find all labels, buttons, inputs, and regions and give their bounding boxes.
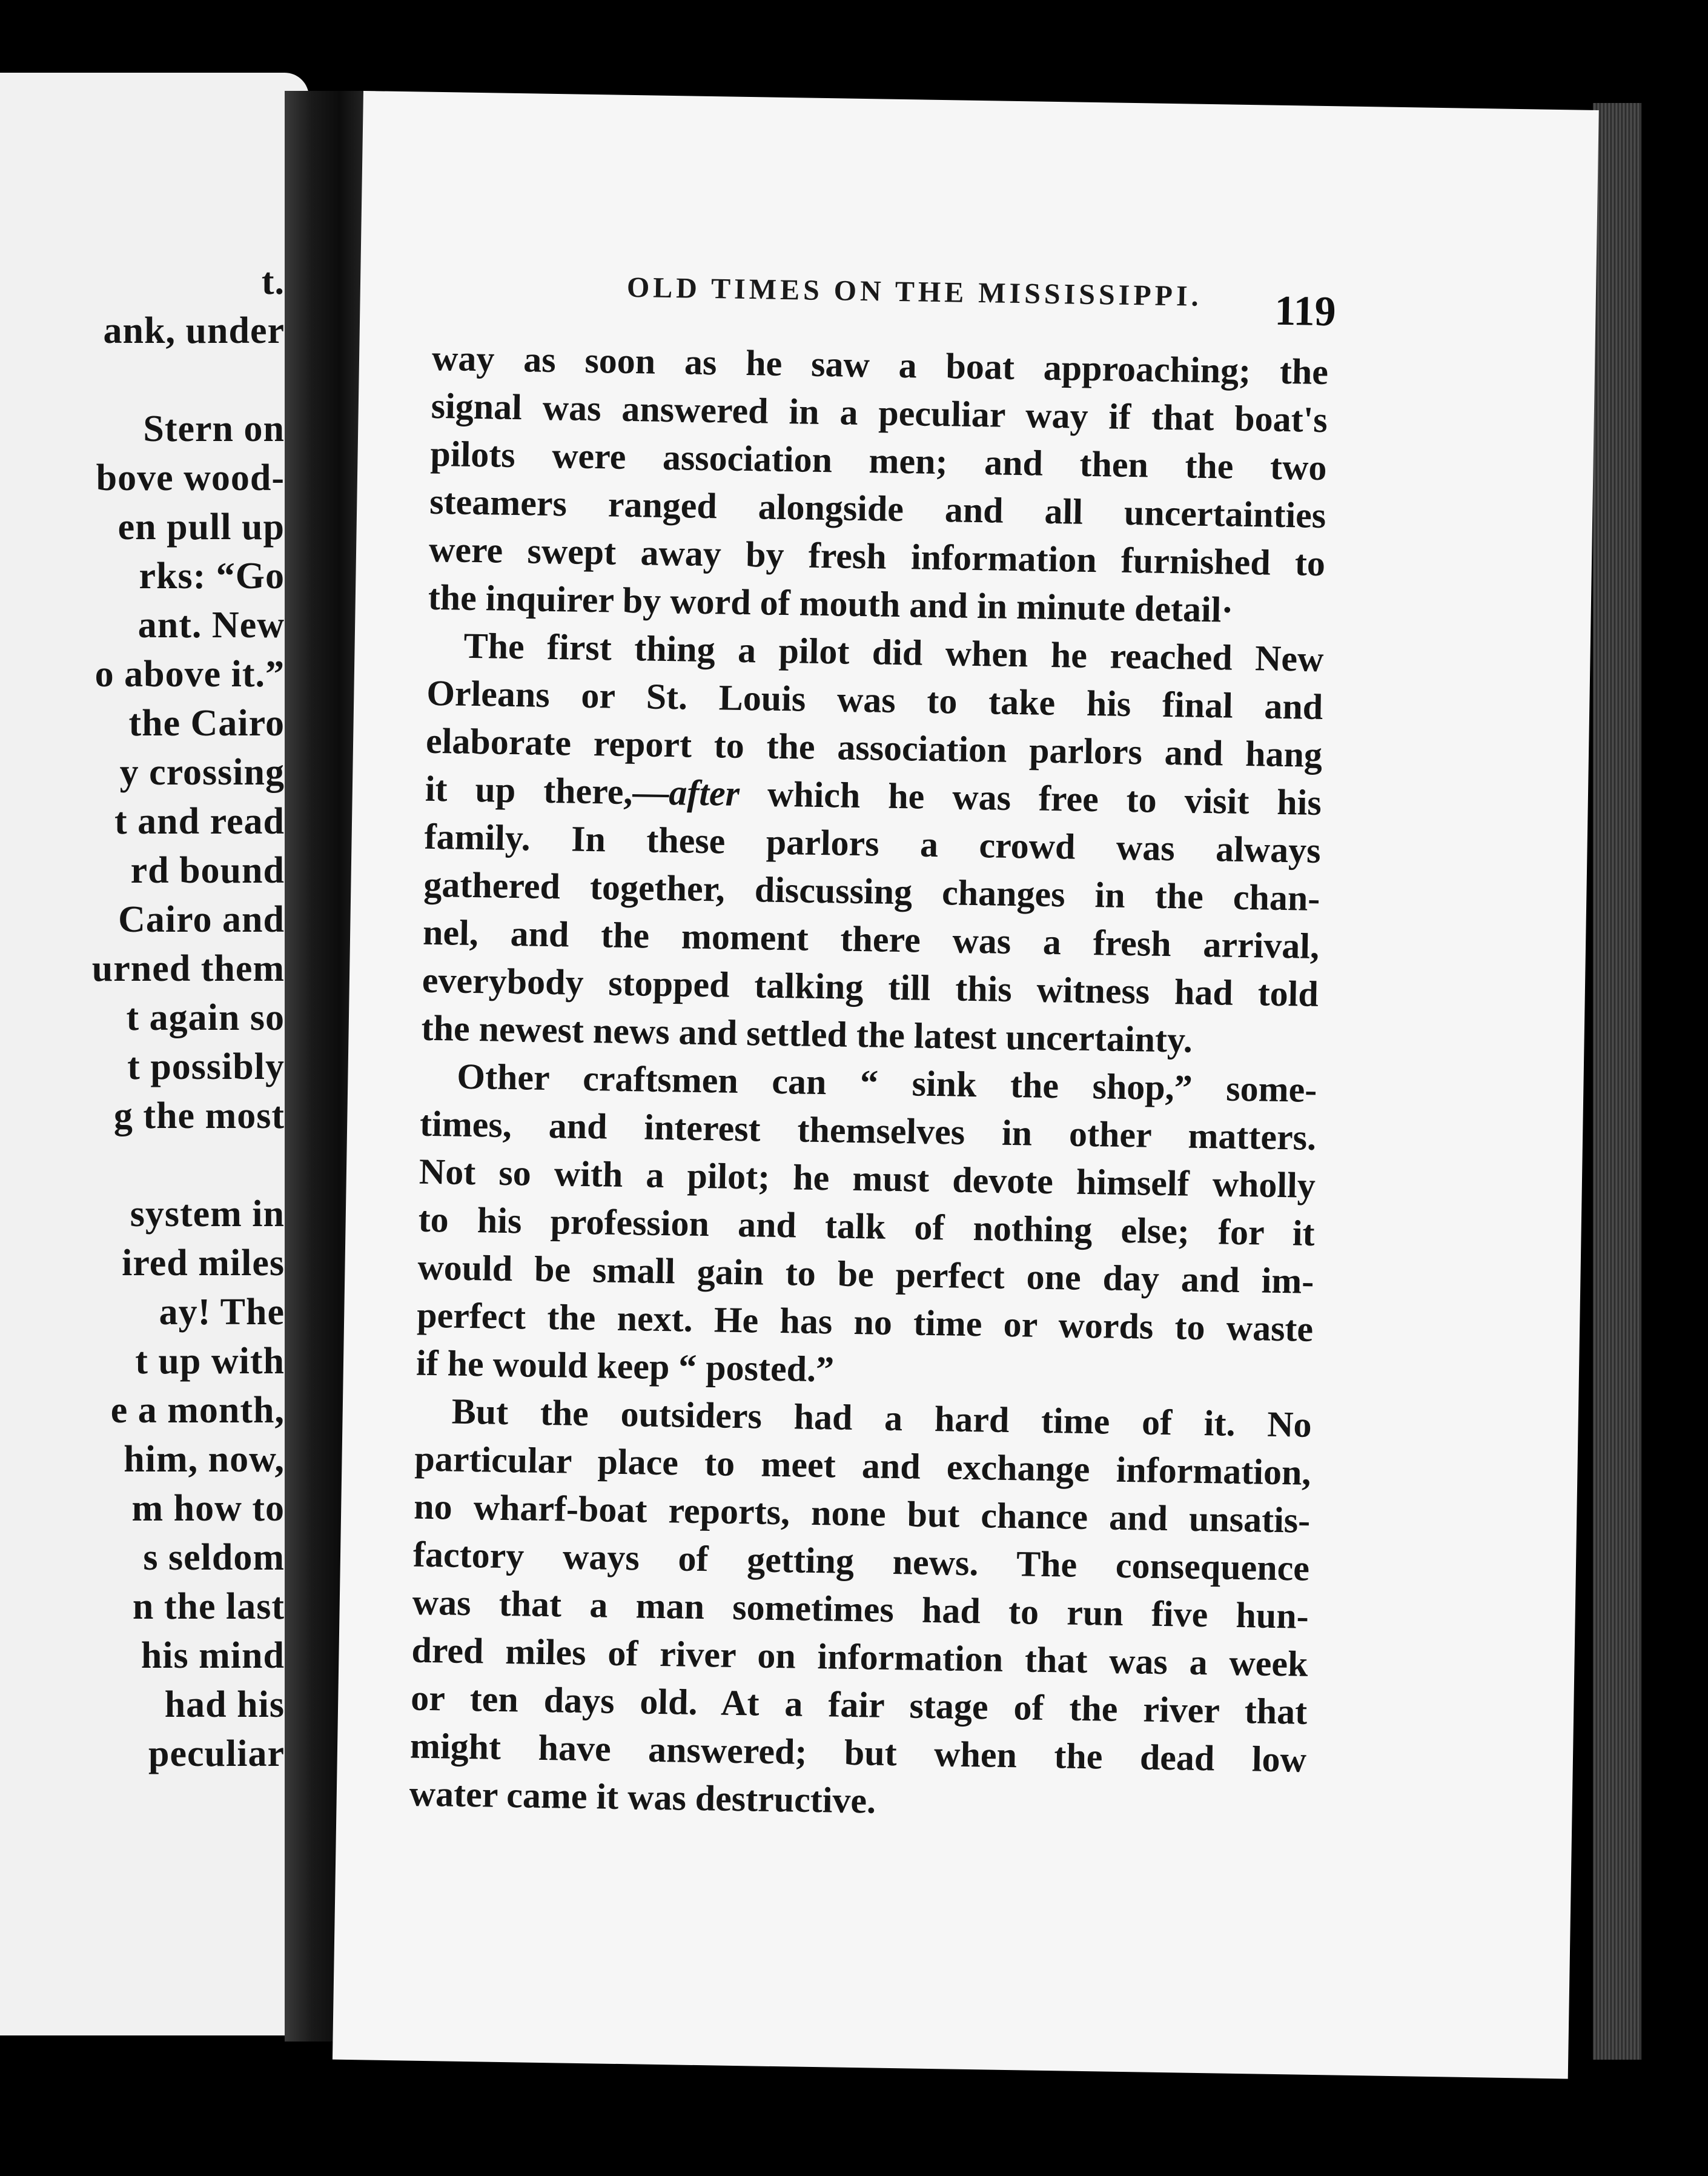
text-line: it up there,—after which he was free to visit his <box>425 768 1322 823</box>
previous-page-line: e a month, <box>110 1390 285 1431</box>
previous-page-line: the Cairo <box>128 703 285 744</box>
previous-page-line: system in <box>130 1193 285 1235</box>
text-line: if he would keep “ posted.” <box>415 1342 835 1390</box>
text-line: Orleans or St. Louis was to take his final and <box>426 672 1323 728</box>
previous-page-line: t possibly <box>127 1046 285 1087</box>
previous-page-line: ired miles <box>122 1242 285 1284</box>
previous-page-line: t again so <box>126 997 285 1038</box>
previous-page-line: urned them <box>91 948 285 989</box>
previous-page-line: ay! The <box>159 1292 285 1333</box>
current-page <box>333 91 1599 2079</box>
text-line: perfect the next. He has no time or words to waste <box>416 1295 1314 1349</box>
text-line: no wharf-boat reports, none but chance and unsatis- <box>413 1486 1311 1541</box>
text-line: would be small gain to be perfect one day and im- <box>417 1247 1314 1301</box>
text-line: pilots were association men; and then the two <box>430 433 1327 488</box>
text-line: Not so with a pilot; he must devote himself wholly <box>419 1151 1316 1206</box>
text-line: might have answered; but when the dead low <box>409 1725 1307 1780</box>
page-edges <box>1593 103 1641 2060</box>
previous-page-line: bove wood- <box>96 457 285 499</box>
text-line: signal was answered in a peculiar way if that boat's <box>431 385 1328 440</box>
previous-page-line: him, now, <box>124 1439 285 1480</box>
previous-page-line: had his <box>164 1684 285 1725</box>
page-number: 119 <box>1274 287 1337 336</box>
previous-page-line: t. <box>261 261 285 302</box>
previous-page-line: rd bound <box>130 850 285 891</box>
running-head: OLD TIMES ON THE MISSISSIPPI. <box>626 271 1203 313</box>
previous-page-line: ank, under <box>103 310 285 351</box>
previous-page-line: o above it.” <box>94 654 285 695</box>
text-line: were swept away by fresh information furnished to <box>428 529 1326 584</box>
previous-page-line: t and read <box>114 801 285 842</box>
previous-page-line: his mind <box>141 1635 285 1676</box>
text-line: Other craftsmen can “ sink the shop,” some- <box>456 1056 1317 1110</box>
previous-page-line: ant. New <box>137 605 285 646</box>
text-line: water came it was destructive. <box>409 1773 876 1821</box>
text-line: the newest news and settled the latest uncertainty. <box>421 1007 1193 1060</box>
previous-page-line: rks: “Go <box>139 556 285 597</box>
previous-page-line: Cairo and <box>118 899 285 940</box>
previous-page-line: g the most <box>113 1095 285 1136</box>
text-line: But the outsiders had a hard time of it. No <box>451 1391 1312 1445</box>
body-text <box>409 334 1328 1832</box>
text-line: nel, and the moment there was a fresh arrival, <box>422 912 1320 966</box>
text-line: dred miles of river on information that was a week <box>411 1630 1308 1684</box>
previous-page-line: s seldom <box>143 1537 285 1578</box>
text-line: family. In these parlors a crowd was always <box>424 816 1322 871</box>
text-line: was that a man sometimes had to run five hun- <box>412 1582 1309 1636</box>
text-line: way as soon as he saw a boat approaching; the <box>431 337 1329 393</box>
previous-page-line: m how to <box>131 1488 285 1529</box>
text-line: to his profession and talk of nothing else; for it <box>418 1199 1316 1253</box>
text-line: everybody stopped talking till this witness had told <box>422 960 1319 1014</box>
previous-page-line: Stern on <box>143 408 285 449</box>
text-line: particular place to meet and exchange information, <box>414 1438 1311 1493</box>
text-line: steamers ranged alongside and all uncertainties <box>429 481 1326 536</box>
text-line: The first thing a pilot did when he reached New <box>463 625 1324 680</box>
italic-word: after <box>668 772 740 814</box>
previous-page-line: en pull up <box>118 506 285 548</box>
text-line: times, and interest themselves in other matters. <box>419 1103 1317 1158</box>
previous-page-line: n the last <box>132 1586 285 1627</box>
previous-page-line: y crossing <box>119 752 285 793</box>
previous-page <box>0 73 309 2035</box>
previous-page-text <box>0 73 285 2035</box>
text-line: factory ways of getting news. The consequence <box>412 1534 1310 1588</box>
text-line: elaborate report to the association parlors and hang <box>425 720 1323 775</box>
text-line: the inquirer by word of mouth and in minute detail· <box>428 577 1234 630</box>
text-line: gathered together, discussing changes in the chan- <box>423 864 1320 918</box>
previous-page-line: peculiar <box>148 1733 285 1774</box>
text-line: or ten days old. At a fair stage of the river that <box>410 1677 1308 1732</box>
previous-page-line: t up with <box>135 1341 285 1382</box>
